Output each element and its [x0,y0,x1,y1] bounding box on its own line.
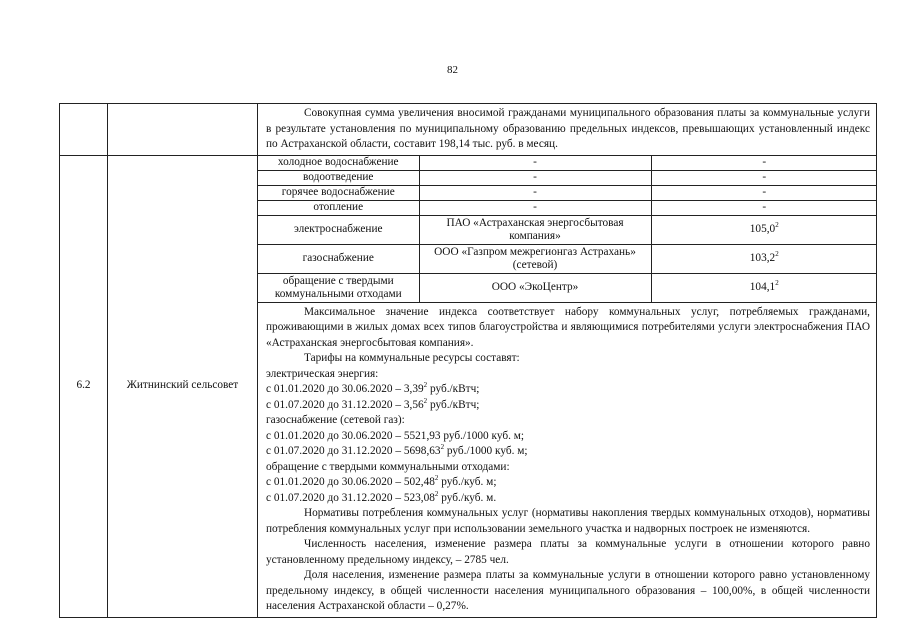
service-row [258,185,877,200]
table-row-summary [60,104,877,156]
service-row [258,244,877,273]
tariffs-title: Тарифы на коммунальные ресурсы составят: [304,352,520,364]
row-number: 6.2 [60,155,108,617]
description-paragraph: Максимальное значение индекса соответствует набору коммунальных услуг, потребляемых гражданами, проживающими в жилых домах всех типов благоустройства и являющимися потребителями услуги электроснабжения ПАО «Астраханская энергосбытовая компания». [266,305,870,349]
empty-name-cell [108,104,258,156]
service-index: 105,0 [749,223,776,236]
tariff-line: с 01.01.2020 до 30.06.2020 – 5521,93 руб./1000 куб. м; [266,429,525,442]
services-table [258,156,877,303]
service-index-cell [651,215,877,244]
service-provider: ООО «ЭкоЦентр» [419,273,651,302]
service-name: горячее водоснабжение [258,185,419,200]
norms-paragraph: Нормативы потребления коммунальных услуг (нормативы накопления твердых коммунальных отходов), нормативы потребления коммунальных услуг при использовании земельного участка и надворных построек не изменяются. [266,507,870,535]
service-index-cell [651,273,877,302]
service-index: - [651,185,877,200]
summary-text: Совокупная сумма увеличения вносимой гражданами муниципального образования платы за коммунальные услуги в результате установления по муниципальному образованию предельных индексов, превышающих установленный индекс по Астраханской области, составит 198,14 тыс. руб. в месяц. [266,107,870,150]
service-index: - [651,170,877,185]
footnote-mark: 2 [775,279,779,288]
service-name: водоотведение [258,170,419,185]
tariff-line: с 01.01.2020 до 30.06.2020 – 3,39$^2$ руб./кВтч; [266,381,480,395]
service-provider: - [419,200,651,215]
service-row [258,215,877,244]
service-name: отопление [258,200,419,215]
population-paragraph: Численность населения, изменение размера платы за коммунальные услуги в отношении которого равно установленному предельному индексу, – 2785 чел. [266,538,870,566]
empty-number-cell [60,104,108,156]
gas-title: газоснабжение (сетевой газ): [266,414,405,426]
waste-title: обращение с твердыми коммунальными отходами: [266,460,510,473]
service-index-cell [651,244,877,273]
service-name: холодное водоснабжение [258,156,419,171]
service-row [258,200,877,215]
service-name: электроснабжение [258,215,419,244]
electric-title: электрическая энергия: [266,367,379,380]
tariff-line: с 01.07.2020 до 31.12.2020 – 5698,63$^2$ руб./1000 куб. м; [266,443,528,457]
share-paragraph: Доля населения, изменение размера платы за коммунальные услуги в отношении которого равно установленному предельному индексу, в общей численности населения муниципального образования – 100,00%, в общей численности населения Астраханской области – 0,27%. [266,569,870,612]
table-row-6-2 [60,155,877,617]
service-index: - [651,200,877,215]
tariff-line: с 01.01.2020 до 30.06.2020 – 502,48$^2$ руб./куб. м; [266,474,497,488]
tariff-line: с 01.07.2020 до 31.12.2020 – 3,56$^2$ руб./кВтч; [266,396,480,411]
service-name: газоснабжение [258,244,419,273]
tariff-line: с 01.07.2020 до 31.12.2020 – 523,08$^2$ руб./куб. м. [266,489,497,504]
document-table [59,103,877,618]
service-index: - [651,156,877,171]
service-index: 103,2 [749,252,776,265]
service-row [258,156,877,171]
service-row [258,273,877,302]
details-cell [258,155,877,617]
municipality-name: Житнинский сельсовет [108,155,258,617]
page-number: 82 [447,64,458,76]
service-name: обращение с твердыми коммунальными отходами [258,273,419,302]
service-provider: ООО «Газпром межрегионгаз Астрахань» (сетевой) [419,244,651,273]
description-block [258,303,876,617]
summary-cell [258,104,877,156]
service-provider: - [419,170,651,185]
service-provider: - [419,156,651,171]
service-provider: - [419,185,651,200]
service-provider: ПАО «Астраханская энергосбытовая компания» [419,215,651,244]
footnote-mark: 2 [775,221,779,230]
service-row [258,170,877,185]
footnote-mark: 2 [775,250,779,259]
service-index: 104,1 [749,281,776,294]
